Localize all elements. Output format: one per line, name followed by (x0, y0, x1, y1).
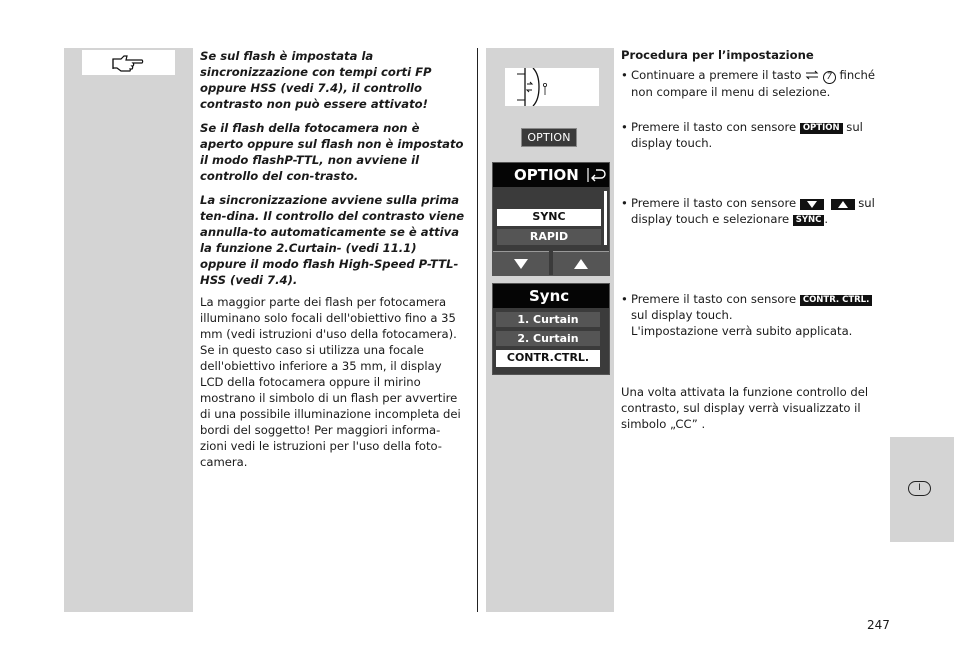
language-badge: I (908, 481, 931, 496)
step-3: • Premere il tasto con sensore sul display touch e selezionare SYNC . (621, 195, 881, 227)
note-icon-box (82, 50, 175, 75)
menu-item-contr-ctrl[interactable]: CONTR.CTRL. (496, 350, 600, 367)
circled-number-7: 7 (823, 71, 836, 84)
option-menu-screen (492, 162, 610, 276)
option-screen-title: OPTION (493, 163, 609, 187)
notes-sidebar (64, 48, 193, 612)
back-arrow-icon[interactable] (586, 166, 606, 184)
step-2: • Premere il tasto con sensore OPTION sul display touch. (621, 119, 881, 151)
triangle-down-icon (514, 259, 528, 269)
notes-text (200, 48, 466, 478)
scrollbar[interactable] (604, 191, 607, 245)
menu-item-sync[interactable]: SYNC (497, 209, 601, 226)
result-text: Una volta attivata la funzione controllo del contrasto, sul display verrà visualizzato il simbolo „CC” . (621, 385, 869, 431)
menu-item-1-curtain[interactable]: 1. Curtain (496, 312, 600, 327)
swap-arrows-icon (805, 70, 819, 80)
language-tab (890, 437, 954, 542)
option-key-chip[interactable]: OPTION (521, 128, 577, 147)
sync-screen-title: Sync (493, 284, 609, 308)
note-flash-not-open: Se il flash della fotocamera non è aperto oppure sul flash non è impostato il modo flashP-TTL, non avviene il controllo del con-trasto. (200, 121, 464, 183)
procedure-title: Procedura per l’impostazione (621, 48, 814, 62)
down-key-chip (800, 199, 824, 210)
down-arrow-button[interactable] (493, 251, 549, 275)
sync-menu-screen (492, 283, 610, 375)
sync-chip-inline: SYNC (793, 215, 825, 226)
flash-button-icon (505, 68, 599, 106)
up-key-chip (831, 199, 855, 210)
note-sync-curtain: La sincronizzazione avviene sulla prima ten-dina. Il controllo del contrasto viene annulla-to automaticamente se è attiva la funzione 2.Curtain- (vedi 11.1) oppure il modo flash High-Speed P-TTL-HSS (vedi 7.4). (200, 193, 465, 287)
step-1: • Continuare a premere il tasto 7 finché non compare il menu di selezione. (621, 67, 881, 100)
option-chip-inline: OPTION (800, 123, 843, 134)
triangle-down-icon (807, 201, 817, 208)
contr-ctrl-chip-inline: CONTR. CTRL. (800, 295, 873, 306)
step-4: • Premere il tasto con sensore CONTR. CTRL. sul display touch. L'impostazione verrà subito applicata. (621, 291, 881, 339)
triangle-up-icon (574, 259, 588, 269)
up-arrow-button[interactable] (553, 251, 609, 275)
triangle-up-icon (838, 201, 848, 208)
menu-item-rapid[interactable]: RAPID (497, 229, 601, 245)
camera-button-illustration (505, 68, 599, 106)
page-number: 247 (867, 618, 890, 632)
note-fp-hss: Se sul flash è impostata la sincronizzazione con tempi corti FP oppure HSS (vedi 7.4), il controllo contrasto non può essere attivato! (200, 49, 432, 111)
pointing-hand-icon (111, 54, 147, 72)
body-focal-length: La maggior parte dei flash per fotocamera illuminano solo focali dell'obiettivo fino a 35 mm (vedi istruzioni d'uso della fotocamera). Se in questo caso si utilizza una focale dell'obiettivo inferiore a 35 mm, il display LCD della fotocamera oppure il mirino mostrano il simbolo di un flash per avvertire di una possibile illuminazione incompleta dei bordi del soggetto! Per maggiori informa-zioni vedi le istruzioni per l'uso della foto-camera. (200, 295, 461, 469)
menu-item-2-curtain[interactable]: 2. Curtain (496, 331, 600, 346)
column-divider (477, 48, 478, 612)
